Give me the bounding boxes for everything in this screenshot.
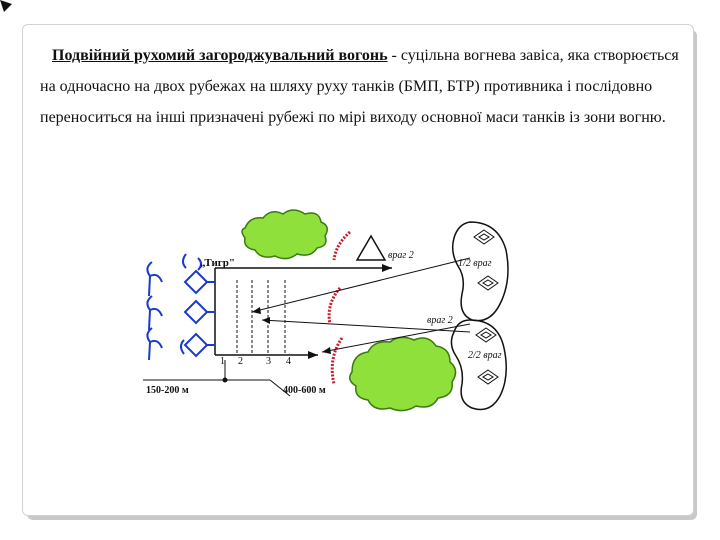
fire-line-label-4: 4 bbox=[286, 356, 291, 367]
definition-dash: - bbox=[387, 47, 401, 64]
definition-term: Подвійний рухомий загороджувальний вогонь bbox=[52, 47, 388, 64]
enemy-shape-upper bbox=[453, 222, 508, 321]
fire-lines bbox=[237, 280, 285, 355]
fire-line-label-1: 1 bbox=[220, 356, 225, 367]
distance-near-label: 150-200 м bbox=[146, 385, 189, 396]
definition-text: суцільна вогнева завіса, яка створюється на одночасно на двох рубежах на шляху руху танків (БМП, БТР) противника і послідовно переноситься на інші призначені рубежі по мірі виходу основної маси танків із зони вогню. bbox=[40, 47, 679, 126]
unit-label: „Тигр" bbox=[200, 257, 236, 269]
fire-line-label-2: 2 bbox=[238, 356, 243, 367]
fire-line-label-3: 3 bbox=[266, 356, 271, 367]
enemy-half-2: 2/2 враг bbox=[468, 350, 502, 361]
barrage-lower bbox=[332, 338, 342, 384]
shrub-top bbox=[242, 210, 327, 259]
triangle-marker-icon bbox=[357, 236, 385, 260]
barrage-middle bbox=[329, 288, 340, 324]
barrage-upper bbox=[334, 232, 350, 260]
enemy-label-2: враг 2 bbox=[427, 315, 453, 326]
distance-far-label: 400-600 м bbox=[283, 385, 326, 396]
enemy-label-1: враг 2 bbox=[388, 250, 414, 261]
shrub-bottom bbox=[350, 337, 456, 410]
enemy-half-1: 1/2 враг bbox=[458, 258, 492, 269]
unit-symbols bbox=[147, 254, 215, 360]
